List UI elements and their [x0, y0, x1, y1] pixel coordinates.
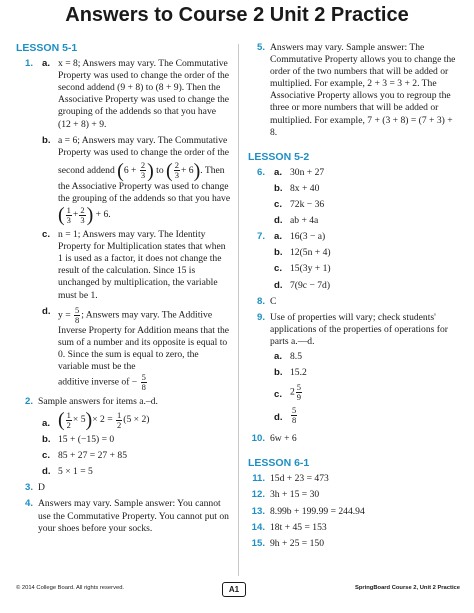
denominator: 2: [117, 419, 122, 430]
part-letter: b.: [274, 182, 283, 194]
part-letter: b.: [42, 134, 51, 146]
answer-text: 3h + 15 = 30: [270, 489, 320, 501]
numerator: 5: [296, 382, 302, 393]
question-4: [16, 498, 231, 534]
answer-text: 72k − 36: [290, 199, 325, 211]
question-number: 8.: [256, 295, 265, 307]
answer-text: 85 + 27 = 27 + 85: [58, 450, 127, 462]
close-paren: ): [85, 409, 93, 432]
answer-1b: [38, 135, 231, 225]
answer-text: Answers may vary. Sample answer: You cannot use the Commutative Property. You cannot put on your shoes before your socks.: [38, 498, 229, 534]
answer-text: 15.2: [290, 367, 307, 379]
numerator: 5: [141, 371, 146, 382]
fraction: [141, 373, 147, 392]
part-letter: a.: [274, 166, 283, 178]
question-3: [16, 482, 231, 494]
fraction: [79, 206, 85, 225]
question-5: [248, 42, 460, 139]
part-letter: a.: [274, 231, 283, 243]
math-expr: +: [72, 209, 79, 221]
question-14: [248, 522, 460, 534]
numerator: 5: [292, 405, 297, 416]
answer-6a: [270, 167, 460, 179]
page-title: Answers to Course 2 Unit 2 Practice: [65, 4, 409, 26]
question-number: 2.: [24, 395, 33, 407]
answer-2d: [38, 466, 231, 478]
question-13: [248, 506, 460, 518]
answer-2c: [38, 450, 231, 462]
math-expr: × 2 =: [92, 414, 113, 426]
denominator: 2: [66, 419, 71, 430]
answer-2a: [38, 410, 231, 430]
part-letter: c.: [274, 263, 283, 275]
part-letter: d.: [274, 412, 283, 424]
part-letter: c.: [274, 389, 283, 401]
answer-text: C: [270, 295, 277, 307]
lesson-heading: LESSON 5-1: [16, 42, 78, 54]
denominator: 9: [296, 392, 302, 403]
math-expr: × 5: [72, 414, 86, 426]
question-6: [248, 167, 460, 227]
answer-9b: [270, 367, 460, 379]
answer-text: 8.5: [290, 350, 302, 362]
answer-text: 5 × 1 = 5: [58, 466, 93, 478]
question-number: 14.: [251, 521, 265, 533]
answer-text: additive inverse of −: [58, 376, 138, 388]
open-paren: (: [58, 409, 65, 432]
numerator: 1: [66, 204, 71, 215]
answer-6c: [270, 199, 460, 211]
denominator: 8: [141, 381, 146, 392]
fraction: [174, 161, 180, 180]
part-letter: d.: [42, 466, 51, 478]
answer-text: to: [156, 165, 164, 177]
numerator: 2: [80, 204, 85, 215]
part-letter: c.: [42, 450, 51, 462]
column-divider: [238, 44, 239, 576]
question-number: 9.: [256, 311, 265, 323]
part-letter: b.: [42, 434, 51, 446]
part-letter: a.: [42, 418, 51, 430]
answer-text: Use of properties will vary; check students' applications of the properties of operations for parts a.—d.: [270, 311, 448, 347]
math-expr: (5 × 2): [123, 414, 150, 426]
part-letter: a.: [274, 350, 283, 362]
open-paren: (: [117, 159, 124, 182]
answer-text: 15 + (−15) = 0: [58, 434, 115, 446]
answer-text: ab + 4a: [290, 215, 319, 227]
question-number: 1.: [24, 58, 33, 70]
numerator: 1: [66, 409, 71, 420]
numerator: 1: [117, 409, 122, 420]
answer-text: 8x + 40: [290, 182, 320, 194]
answer-text: D: [38, 482, 45, 494]
answer-text: 15d + 23 = 473: [270, 473, 329, 485]
question-number: 5.: [256, 42, 265, 53]
question-1: [16, 58, 231, 392]
answer-text: + 6.: [95, 209, 111, 221]
answer-text: 16(3 − a): [290, 231, 326, 243]
numerator: 5: [75, 304, 80, 315]
question-15: [248, 538, 460, 550]
answer-text: 7(9c − 7d): [290, 279, 331, 291]
question-number: 7.: [256, 231, 265, 243]
part-letter: d.: [274, 279, 283, 291]
answer-text: 8.99b + 199.99 = 244.94: [270, 505, 365, 517]
close-paren: ): [86, 204, 94, 227]
question-12: [248, 489, 460, 501]
answer-1c: [38, 229, 231, 302]
math-expr: 6 +: [123, 165, 137, 177]
left-column: [16, 42, 231, 539]
lesson-heading: LESSON 6-1: [248, 457, 310, 470]
math-expr: + 6: [180, 165, 194, 177]
answer-2b: [38, 434, 231, 446]
answer-text: 12(5n + 4): [290, 247, 331, 259]
denominator: 8: [75, 314, 80, 325]
denominator: 8: [292, 415, 297, 426]
question-number: 4.: [24, 498, 33, 510]
open-paren: (: [58, 204, 65, 227]
part-letter: a.: [42, 58, 51, 70]
part-letter: b.: [274, 367, 283, 379]
question-number: 11.: [252, 473, 265, 485]
copyright-text: © 2014 College Board. All rights reserved.: [16, 585, 125, 591]
lesson-heading: LESSON 5-2: [248, 150, 310, 163]
question-8: [248, 296, 460, 308]
answer-text: ; Answers may vary. The Additive Inverse Property for Addition means that the sum of a number and its opposite is equal to 0. Since the sum is equal to zero, the variable must be the: [58, 309, 230, 372]
answer-text: x = 8; Answers may vary. The Commutative Property was used to change the order of the second addend (9 + 8) to (8 + 9). Then the Associative Property was used to change the grouping of the addends so that you have (12 + 8) + 9.: [58, 58, 230, 130]
answer-text: second addend: [58, 165, 115, 177]
fraction: [296, 383, 302, 402]
answer-9c: [270, 383, 460, 402]
fraction: [74, 306, 80, 325]
fraction: [116, 411, 122, 430]
fraction: [291, 406, 297, 425]
part-letter: d.: [274, 215, 283, 227]
denominator: 3: [66, 214, 71, 225]
denominator: 3: [80, 214, 85, 225]
answer-text: a = 6; Answers may vary. The Commutative Property was used to change the order of the: [58, 134, 230, 158]
course-label: SpringBoard Course 2, Unit 2 Practice: [354, 585, 460, 591]
part-letter: c.: [274, 199, 283, 211]
question-7: [248, 231, 460, 291]
question-number: 6.: [256, 166, 265, 178]
whole-number: 2: [290, 386, 295, 398]
question-number: 3.: [24, 482, 33, 494]
denominator: 3: [174, 170, 179, 181]
answer-7b: [270, 247, 460, 259]
question-9: [248, 312, 460, 425]
numerator: 2: [140, 160, 146, 171]
question-number: 12.: [251, 489, 265, 501]
answer-1a: [38, 58, 231, 131]
answer-text: Sample answers for items a.–d.: [38, 395, 158, 407]
question-number: 15.: [251, 537, 265, 549]
question-11: [248, 473, 460, 485]
page-number: A1: [222, 582, 246, 597]
answer-1d: [38, 306, 231, 392]
answer-7c: [270, 263, 460, 275]
part-letter: d.: [42, 305, 51, 317]
open-paren: (: [166, 159, 173, 182]
question-10: [248, 433, 460, 445]
numerator: 2: [174, 160, 179, 171]
answer-text: n = 1; Answers may vary. The Identity Property for Multiplication states that when 1 is used as a factor, it does not change the result of the calculation. Since 15 is unchanged by multiplication, the variable must be 1.: [58, 229, 226, 301]
close-paren: ): [147, 159, 154, 182]
fraction: [66, 206, 72, 225]
part-letter: c.: [42, 229, 51, 241]
fraction: [66, 411, 72, 430]
answer-text: . Then the Associative Property was used to change the grouping of the addends so that you have: [58, 165, 231, 204]
question-number: 13.: [251, 505, 265, 517]
right-column: [248, 42, 460, 554]
answer-9d: [270, 406, 460, 425]
question-2: [16, 396, 231, 478]
close-paren: ): [193, 159, 201, 182]
answer-text: Answers may vary. Sample answer: The Commutative Property allows you to change the order of the two numbers that will be added or multiplied. For example, 2 + 3 = 3 + 2. The Associative Property allows you to regroup the three or more numbers that will be added or multiplied. For example, 7 + (3 + 8) = (7 + 3) + 8.: [270, 42, 456, 138]
answer-text: 15(3y + 1): [290, 263, 331, 275]
question-number: 10.: [251, 433, 265, 445]
part-letter: b.: [274, 247, 283, 259]
fraction: [140, 161, 146, 180]
answer-text: 18t + 45 = 153: [270, 521, 327, 533]
denominator: 3: [140, 170, 146, 181]
answer-6d: [270, 215, 460, 227]
answer-text: 6w + 6: [270, 433, 297, 445]
answer-6b: [270, 183, 460, 195]
answer-9a: [270, 351, 460, 363]
answer-text: 30n + 27: [290, 166, 325, 178]
answer-7a: [270, 231, 460, 243]
math-expr: y =: [58, 309, 71, 321]
answer-text: 9h + 25 = 150: [270, 537, 324, 549]
answer-7d: [270, 280, 460, 292]
page-footer: [16, 582, 460, 596]
